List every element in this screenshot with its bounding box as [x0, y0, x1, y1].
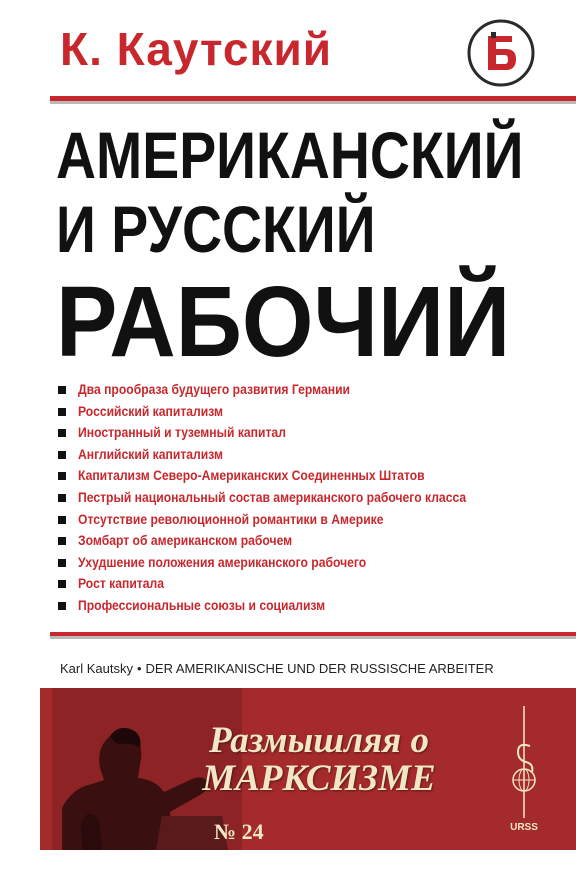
list-item: Иностранный и туземный капитал	[58, 425, 558, 447]
list-item: Зомбарт об американском рабочем	[58, 533, 558, 555]
list-item: Пестрый национальный состав американского рабочего класса	[58, 490, 558, 512]
top-divider	[50, 96, 576, 108]
square-bullet-icon	[58, 429, 66, 437]
book-b-logo-icon	[466, 18, 536, 88]
bottom-divider	[50, 632, 576, 642]
square-bullet-icon	[58, 408, 66, 416]
urss-logo-icon	[504, 706, 544, 836]
list-item: Рост капитала	[58, 576, 558, 598]
list-item: Ухудшение положения американского рабочего	[58, 555, 558, 577]
separator-dot: •	[136, 661, 142, 676]
list-item: Два прообраза будущего развития Германии	[58, 382, 558, 404]
series-title-line-1: Размышляя о	[209, 720, 429, 761]
original-title: DER AMERIKANISCHE UND DER RUSSISCHE ARBEITER	[145, 661, 494, 676]
square-bullet-icon	[58, 516, 66, 524]
square-bullet-icon	[58, 602, 66, 610]
contents-list	[58, 382, 558, 620]
title-line-2: И РУССКИЙ	[56, 192, 376, 266]
square-bullet-icon	[58, 580, 66, 588]
urss-label: URSS	[510, 822, 538, 833]
list-item: Отсутствие революционной романтики в Америке	[58, 512, 558, 534]
author-name: К. Каутский	[60, 23, 333, 75]
list-item: Английский капитализм	[58, 447, 558, 469]
original-title-line	[60, 661, 494, 676]
title-line-3: РАБОЧИЙ	[56, 266, 511, 378]
square-bullet-icon	[58, 451, 66, 459]
original-author: Karl Kautsky	[60, 661, 133, 676]
series-title-line-2: МАРКСИЗМЕ	[202, 758, 436, 799]
square-bullet-icon	[58, 386, 66, 394]
square-bullet-icon	[58, 559, 66, 567]
book-title	[56, 118, 556, 376]
list-item: Капитализм Северо-Американских Соединенных Штатов	[58, 468, 558, 490]
square-bullet-icon	[58, 537, 66, 545]
square-bullet-icon	[58, 494, 66, 502]
list-item: Российский капитализм	[58, 404, 558, 426]
square-bullet-icon	[58, 472, 66, 480]
list-item: Профессиональные союзы и социализм	[58, 598, 558, 620]
series-title	[146, 722, 492, 798]
title-line-1: АМЕРИКАНСКИЙ	[56, 118, 524, 192]
series-number: № 24	[214, 819, 264, 844]
